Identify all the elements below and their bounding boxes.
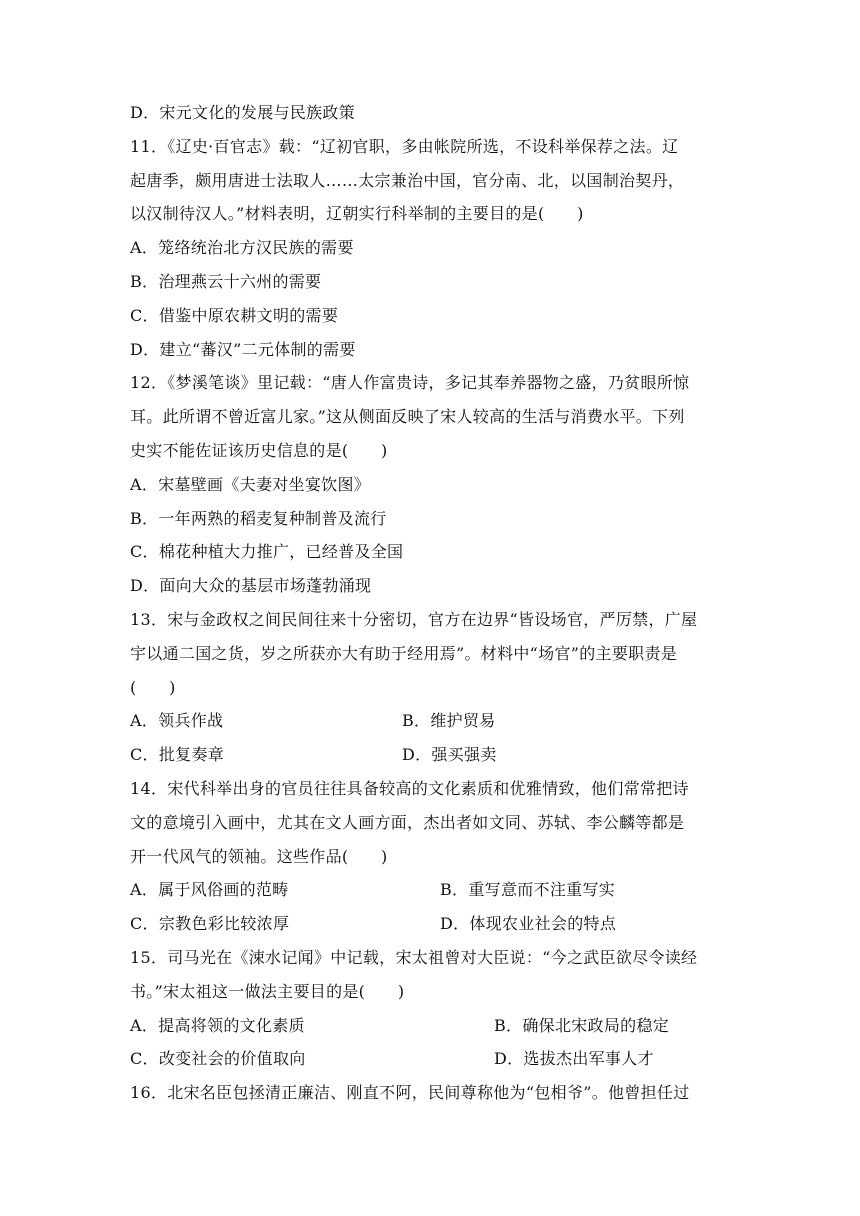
- text-line: 14．宋代科举出身的官员往往具备较高的文化素质和优雅情致，他们常常把诗: [130, 778, 689, 798]
- option-right: D．强买强卖: [402, 745, 497, 765]
- option-left: C．宗教色彩比较浓厚: [130, 914, 290, 934]
- text-line: 宇以通二国之货，岁之所获亦大有助于经用焉”。材料中“场官”的主要职责是: [130, 643, 678, 663]
- text-line: C．借鉴中原农耕文明的需要: [130, 305, 339, 325]
- text-line: 书。”宋太祖这一做法主要目的是( ): [130, 981, 405, 1001]
- text-line: D．宋元文化的发展与民族政策: [130, 103, 356, 122]
- text-line: ( ): [130, 677, 176, 697]
- text-line: A．宋墓壁画《夫妻对坐宴饮图》: [130, 474, 371, 494]
- text-line: A．笼络统治北方汉民族的需要: [130, 238, 354, 258]
- option-row: [130, 1042, 736, 1076]
- option-row: [130, 1009, 736, 1043]
- option-right: B．维护贸易: [402, 711, 496, 731]
- option-left: A．属于风俗画的范畴: [130, 880, 289, 900]
- text-line: 史实不能佐证该历史信息的是( ): [130, 440, 388, 460]
- text-line: 文的意境引入画中，尤其在文人画方面，杰出者如文同、苏轼、李公麟等都是: [130, 812, 685, 832]
- option-row: [130, 907, 736, 941]
- text-line: D．建立“蕃汉”二元体制的需要: [130, 339, 356, 359]
- text-line: 13．宋与金政权之间民间往来十分密切，官方在边界“皆设场官，严厉禁，广屋: [130, 609, 698, 629]
- document-page: [130, 96, 736, 1110]
- text-line: B．治理燕云十六州的需要: [130, 271, 322, 291]
- text-line: 11．《辽史·百官志》载：“辽初官职，多由帐院所选，不设科举保荐之法。辽: [130, 136, 679, 156]
- option-left: A．提高将领的文化素质: [130, 1015, 305, 1035]
- option-right: D．选拔杰出军事人才: [494, 1049, 654, 1069]
- option-right: D．体现农业社会的特点: [440, 914, 617, 934]
- option-left: A．领兵作战: [130, 711, 224, 731]
- option-right: B．重写意而不注重写实: [440, 880, 616, 900]
- option-left: C．批复奏章: [130, 745, 225, 765]
- text-line: B．一年两熟的稻麦复种制普及流行: [130, 508, 387, 528]
- text-line: 12．《梦溪笔谈》里记载：“唐人作富贵诗，多记其奉养器物之盛，乃贫眼所惊: [130, 373, 690, 393]
- text-line: 耳。此所谓不曾近富儿家。”这从侧面反映了宋人较高的生活与消费水平。下列: [130, 407, 685, 427]
- option-left: C．改变社会的价值取向: [130, 1049, 306, 1069]
- option-right: B．确保北宋政局的稳定: [494, 1015, 670, 1035]
- option-row: [130, 738, 736, 772]
- text-line: C．棉花种植大力推广，已经普及全国: [130, 542, 404, 562]
- text-line: 15．司马光在《涑水记闻》中记载，宋太祖曾对大臣说：“今之武臣欲尽令读经: [130, 947, 698, 967]
- text-line: 起唐季，颇用唐进士法取人……太宗兼治中国，官分南、北，以国制治契丹，: [130, 170, 685, 190]
- text-line: 16．北宋名臣包拯清正廉洁、刚直不阿，民间尊称他为“包相爷”。他曾担任过: [130, 1083, 690, 1103]
- option-row: [130, 873, 736, 907]
- text-line: 以汉制待汉人。”材料表明，辽朝实行科举制的主要目的是( ): [130, 204, 584, 224]
- text-line: D．面向大众的基层市场蓬勃涌现: [130, 576, 372, 596]
- option-row: [130, 704, 736, 738]
- text-line: 开一代风气的领袖。这些作品( ): [130, 846, 388, 866]
